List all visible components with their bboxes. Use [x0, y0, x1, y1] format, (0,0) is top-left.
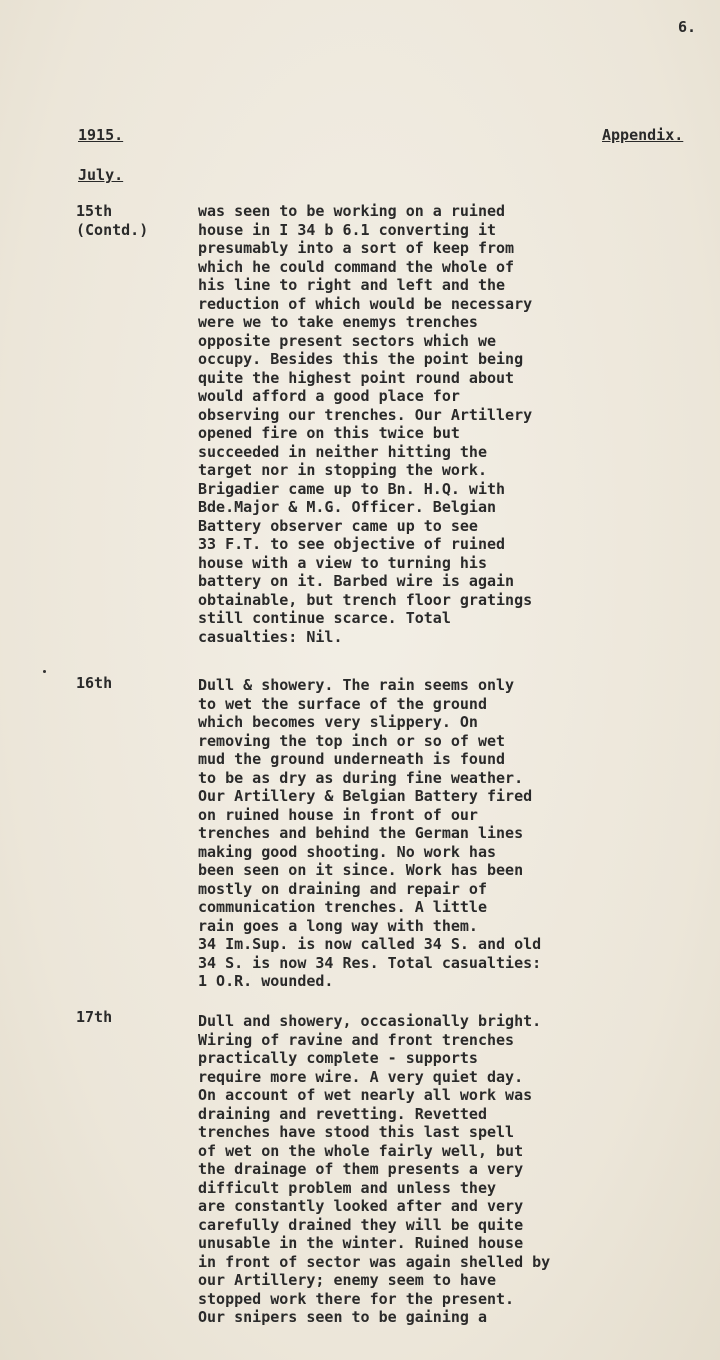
entry-line: was seen to be working on a ruined: [198, 202, 506, 220]
entry-line: succeeded in neither hitting the: [198, 442, 487, 461]
ink-mark: [43, 670, 46, 673]
entry-line: occupy. Besides this the point being: [198, 350, 524, 368]
entry-text-15th: [198, 202, 618, 646]
entry-line: in front of sector was again shelled by: [198, 1252, 551, 1271]
entry-line: 34 Im.Sup. is now called 34 S. and old: [198, 935, 542, 953]
entry-line: of wet on the whole fairly well, but: [198, 1141, 524, 1160]
entry-line: house with a view to turning his: [198, 553, 487, 572]
entry-line: target nor in stopping the work.: [198, 461, 487, 479]
entry-line: Battery observer came up to see: [198, 516, 478, 535]
entry-date-note: (Contd.): [76, 220, 149, 239]
appendix-heading: Appendix.: [602, 126, 684, 144]
entry-date-15th: [76, 202, 148, 239]
entry-line: trenches have stood this last spell: [198, 1123, 515, 1141]
entry-line: difficult problem and unless they: [198, 1178, 497, 1197]
entry-line: 33 F.T. to see objective of ruined: [198, 535, 506, 553]
entry-line: 1 O.R. wounded.: [198, 972, 334, 990]
entry-line: opened fire on this twice but: [198, 424, 460, 442]
page-number: 6.: [678, 18, 697, 36]
entry-line: mud the ground underneath is found: [198, 750, 506, 768]
entry-line: obtainable, but trench floor gratings: [198, 590, 533, 609]
entry-line: removing the top inch or so of wet: [198, 731, 506, 750]
entry-line: quite the highest point round about: [198, 368, 515, 387]
entry-line: were we to take enemys trenches: [198, 313, 478, 331]
entry-date-label: 17th: [76, 1008, 113, 1026]
entry-line: to wet the surface of the ground: [198, 694, 487, 713]
entry-line: Dull and showery, occasionally bright.: [198, 1012, 542, 1030]
entry-date-label: 15th: [76, 202, 113, 220]
entry-line: to be as dry as during fine weather.: [198, 768, 524, 787]
entry-line: On account of wet nearly all work was: [198, 1086, 533, 1104]
entry-line: reduction of which would be necessary: [198, 294, 533, 313]
entry-line: 34 S. is now 34 Res. Total casualties:: [198, 953, 542, 972]
entry-line: carefully drained they will be quite: [198, 1215, 524, 1234]
entry-line: been seen on it since. Work has been: [198, 861, 524, 879]
entry-line: presumably into a sort of keep from: [198, 239, 515, 257]
entry-line: Our snipers seen to be gaining a: [198, 1308, 487, 1326]
year-heading: 1915.: [78, 126, 124, 144]
entry-date-17th: [76, 1008, 112, 1027]
entry-text-17th: [198, 1012, 618, 1327]
month-heading: July.: [78, 166, 124, 184]
entry-line: require more wire. A very quiet day.: [198, 1067, 524, 1086]
entry-line: Dull & showery. The rain seems only: [198, 676, 515, 694]
entry-line: practically complete - supports: [198, 1049, 478, 1067]
entry-line: communication trenches. A little: [198, 898, 487, 916]
entry-line: rain goes a long way with them.: [198, 916, 478, 935]
entry-line: which becomes very slippery. On: [198, 713, 478, 731]
entry-line: Brigadier came up to Bn. H.Q. with: [198, 479, 506, 498]
entry-line: mostly on draining and repair of: [198, 879, 487, 898]
entry-line: draining and revetting. Revetted: [198, 1104, 487, 1123]
entry-line: casualties: Nil.: [198, 627, 343, 646]
entry-line: which he could command the whole of: [198, 257, 515, 276]
entry-line: still continue scarce. Total: [198, 609, 451, 627]
entry-line: stopped work there for the present.: [198, 1289, 515, 1308]
entry-line: house in I 34 b 6.1 converting it: [198, 220, 497, 239]
entry-line: making good shooting. No work has: [198, 842, 497, 861]
entry-line: Our Artillery & Belgian Battery fired: [198, 787, 533, 805]
entry-text-16th: [198, 676, 618, 991]
entry-line: Bde.Major & M.G. Officer. Belgian: [198, 498, 497, 516]
entry-line: would afford a good place for: [198, 387, 460, 405]
entry-line: Wiring of ravine and front trenches: [198, 1030, 515, 1049]
entry-line: battery on it. Barbed wire is again: [198, 572, 515, 590]
entry-date-label: 16th: [76, 674, 113, 692]
entry-line: are constantly looked after and very: [198, 1197, 524, 1215]
entry-line: opposite present sectors which we: [198, 331, 497, 350]
entry-line: trenches and behind the German lines: [198, 824, 524, 842]
entry-line: on ruined house in front of our: [198, 805, 478, 824]
entry-line: the drainage of them presents a very: [198, 1160, 524, 1178]
entry-line: our Artillery; enemy seem to have: [198, 1271, 497, 1289]
entry-line: unusable in the winter. Ruined house: [198, 1234, 524, 1252]
entry-line: observing our trenches. Our Artillery: [198, 405, 533, 424]
entry-line: his line to right and left and the: [198, 276, 506, 294]
entry-date-16th: [76, 674, 112, 693]
